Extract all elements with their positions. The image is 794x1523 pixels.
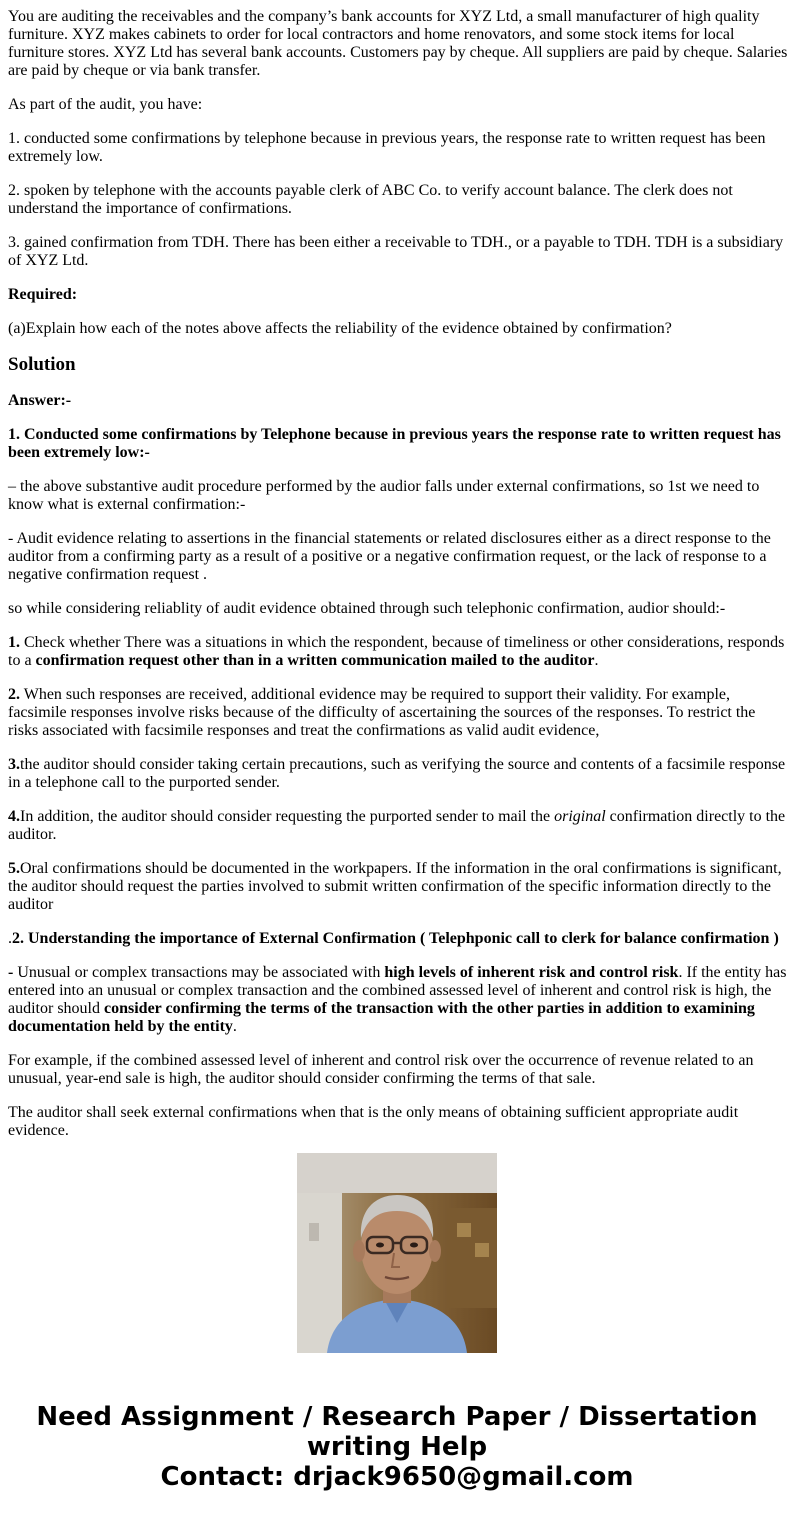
- question-item-2: 2. spoken by telephone with the accounts payable clerk of ABC Co. to verify account balance. The clerk does not understand the importance of confirmations.: [8, 182, 733, 217]
- question-item-3: 3. gained confirmation from TDH. There has been either a receivable to TDH., or a payable to TDH. TDH is a subsidiary of XYZ Ltd.: [8, 234, 784, 269]
- footer-help-line: Need Assignment / Research Paper / Dissertation writing Help: [36, 1402, 758, 1462]
- step-5-number: 5.: [8, 860, 20, 877]
- step-1-number: 1.: [8, 634, 20, 651]
- step-4-text-a: In addition, the auditor should consider requesting the purported sender to mail the: [20, 808, 555, 825]
- required-label-para: [8, 286, 788, 304]
- point2-last: The auditor shall seek external confirmations when that is the only means of obtaining sufficient appropriate audit evidence.: [8, 1104, 739, 1139]
- step-2-number: 2.: [8, 686, 20, 703]
- step-4: [8, 808, 788, 844]
- point2-heading: 2. Understanding the importance of External Confirmation ( Telephponic call to clerk for balance confirmation ): [12, 930, 779, 947]
- point1-heading-para: [8, 426, 788, 462]
- point1-definition: - Audit evidence relating to assertions in the financial statements or related disclosures either as a direct response to the auditor from a confirming party as a result of a positive or a negative confirmation request, or the lack of response to a negative confirmation request .: [8, 530, 771, 583]
- point2-prefix: .: [8, 930, 12, 947]
- required-text: (a)Explain how each of the notes above affects the reliability of the evidence obtained by confirmation?: [8, 320, 672, 337]
- footer-promo: [0, 1402, 794, 1492]
- step-1: [8, 634, 788, 670]
- point2-heading-para: [8, 930, 788, 948]
- step-3: [8, 756, 788, 792]
- step-1-end: .: [594, 652, 599, 669]
- point1-intro: – the above substantive audit procedure performed by the audior falls under external confirmations, so 1st we need to know what is external confirmation:-: [8, 478, 760, 513]
- question-item-1: 1. conducted some confirmations by telephone because in previous years, the response rate to written request has been extremely low.: [8, 130, 766, 165]
- answer-label: Answer:-: [8, 392, 72, 409]
- step-5: [8, 860, 788, 914]
- point2-example: For example, if the combined assessed level of inherent and control risk over the occurrence of revenue related to an unusual, year-end sale is high, the auditor should consider confirming the terms of that sale.: [8, 1052, 754, 1087]
- point2-text-a: Unusual or complex transactions may be associated with: [13, 964, 385, 981]
- step-1-bold: confirmation request other than in a written communication mailed to the auditor: [35, 652, 595, 669]
- point2-dash: -: [8, 964, 14, 981]
- step-4-number: 4.: [8, 808, 20, 825]
- answer-label-para: [8, 392, 788, 410]
- required-label: Required:: [8, 286, 78, 303]
- question-intro: You are auditing the receivables and the company’s bank accounts for XYZ Ltd, a small manufacturer of high quality furniture. XYZ makes cabinets to order for local contractors and home renovators, and some stock items for local furniture stores. XYZ Ltd has several bank accounts. Customers pay by cheque. All suppliers are paid by cheque. Salaries are paid by cheque or via bank transfer.: [8, 8, 788, 79]
- step-4-emphasis: original: [554, 808, 606, 825]
- author-portrait-image: [297, 1153, 497, 1353]
- step-1-text: Check whether There was a situations in which the respondent, because of timeliness or other considerations, responds to a: [8, 634, 785, 669]
- author-avatar: [297, 1153, 497, 1353]
- point2-body: [8, 964, 788, 1036]
- step-5-text: Oral confirmations should be documented in the workpapers. If the information in the oral confirmations is significant, the auditor should request the parties involved to submit written confirmation of the specific information directly to the auditor: [8, 860, 782, 913]
- step-2: [8, 686, 788, 740]
- question-lead: As part of the audit, you have:: [8, 96, 203, 113]
- step-3-number: 3.: [8, 756, 20, 773]
- solution-heading: Solution: [8, 354, 76, 375]
- step-3-text: the auditor should consider taking certain precautions, such as verifying the source and contents of a facsimile response in a telephone call to the purported sender.: [8, 756, 786, 791]
- step-4-text-b: confirmation directly to the auditor.: [8, 808, 786, 843]
- point2-text-b: . If the entity has entered into an unusual or complex transaction and the combined assessed level of inherent and control risk is high, the auditor should: [8, 964, 787, 1017]
- document-body: [8, 0, 788, 1139]
- footer-contact-line: Contact: drjack9650@gmail.com: [160, 1462, 634, 1492]
- point2-end: .: [232, 1018, 237, 1035]
- step-2-text: When such responses are received, additional evidence may be required to support their validity. For example, facsimile responses involve risks because of the difficulty of ascertaining the sources of the responses. To restrict the risks associated with facsimile responses and treat the confirmations as valid audit evidence,: [8, 686, 756, 739]
- point1-heading: 1. Conducted some confirmations by Telephone because in previous years the response rate to written request has been extremely low:-: [8, 426, 781, 461]
- point2-bold-a: high levels of inherent risk and control risk: [384, 964, 679, 981]
- point2-bold-b: consider confirming the terms of the transaction with the other parties in addition to examining documentation held by the entity: [8, 1000, 755, 1035]
- point1-consider: so while considering reliablity of audit evidence obtained through such telephonic confirmation, audior should:-: [8, 600, 726, 617]
